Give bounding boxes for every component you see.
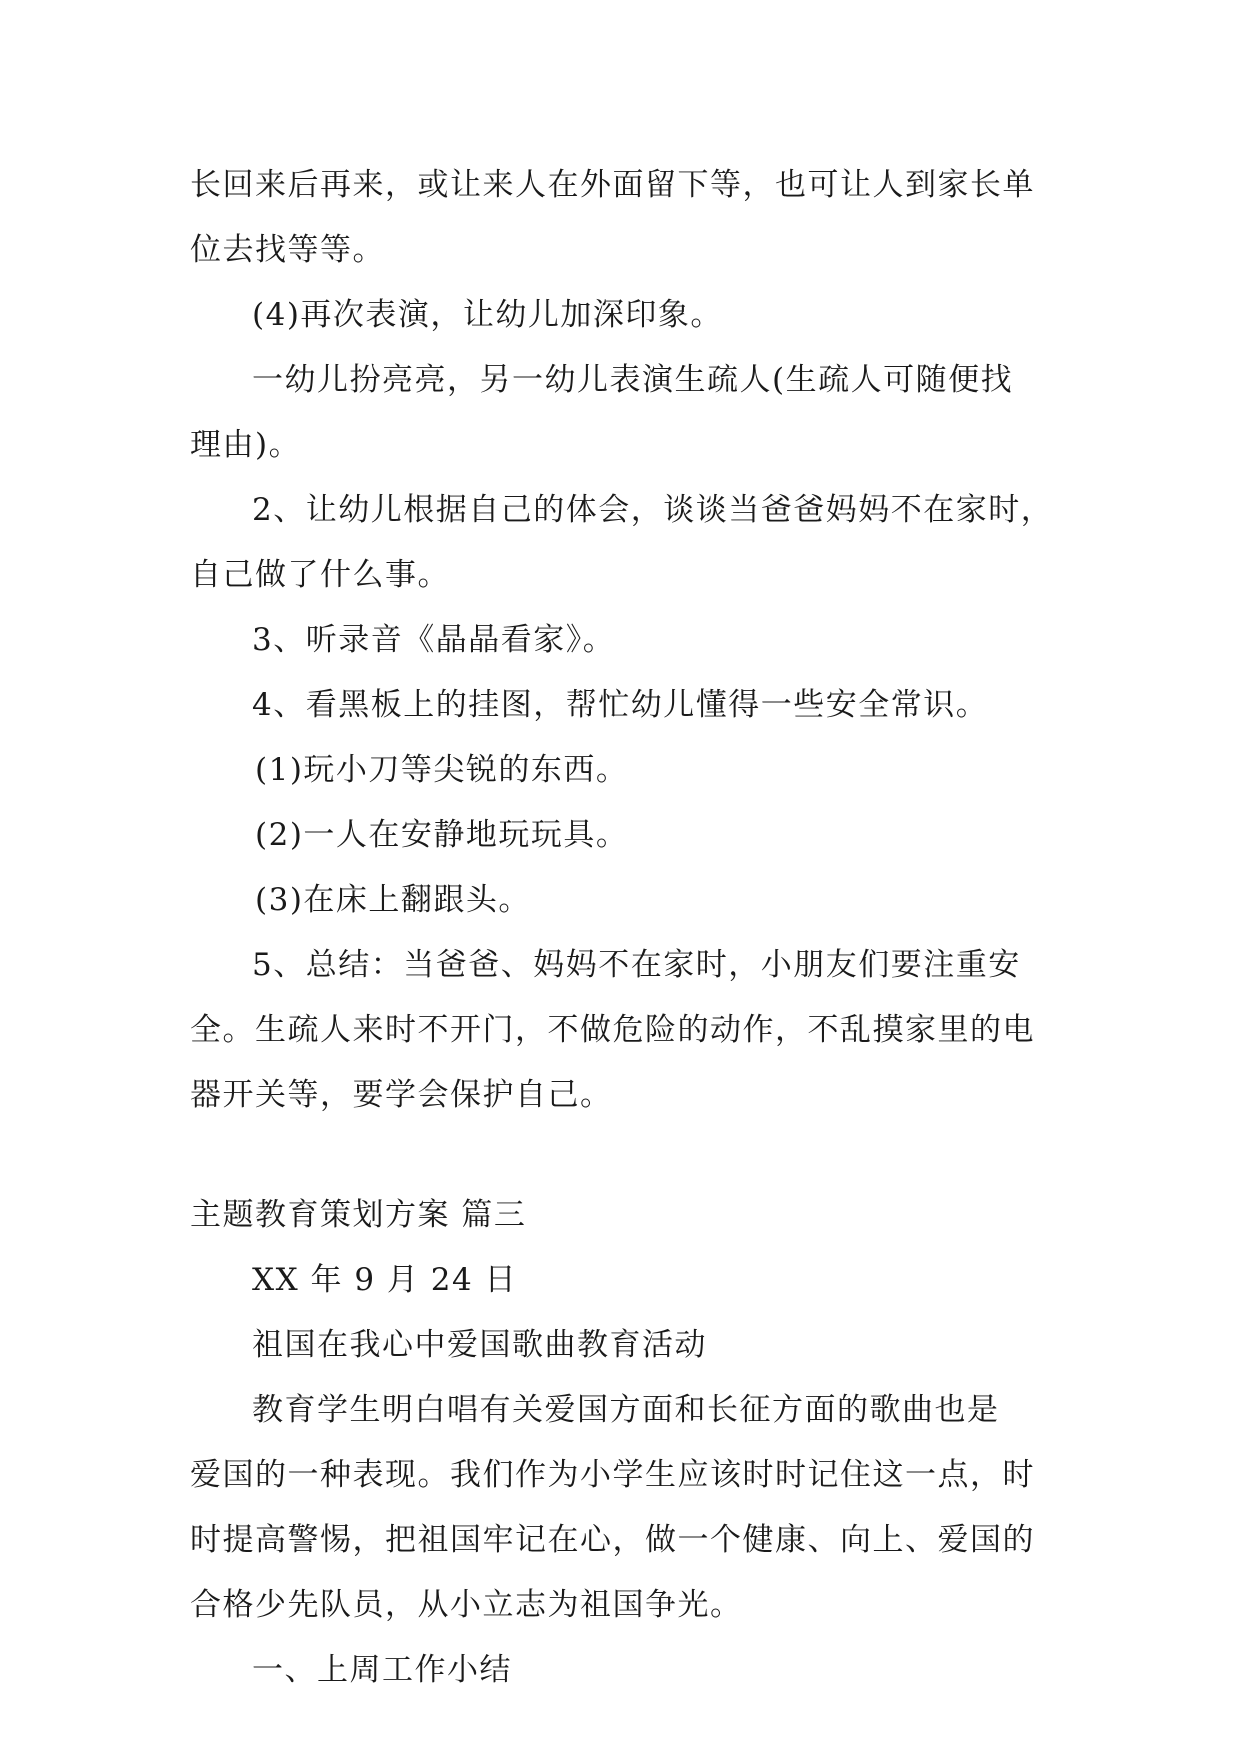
paragraph-line: 自己做了什么事。 <box>190 557 450 593</box>
paragraph-line: 全。生疏人来时不开门，不做危险的动作，不乱摸家里的电 <box>190 1012 1035 1048</box>
paragraph-line: 2、让幼儿根据自己的体会，谈谈当爸爸妈妈不在家时， <box>252 492 1054 528</box>
paragraph-line: 5、总结：当爸爸、妈妈不在家时，小朋友们要注重安 <box>252 947 1021 983</box>
paragraph-line: 位去找等等。 <box>190 232 385 268</box>
paragraph-line: 时提高警惕，把祖国牢记在心，做一个健康、向上、爱国的 <box>190 1522 1035 1558</box>
subsection-heading: 一、上周工作小结 <box>252 1652 512 1688</box>
paragraph-line: (4)再次表演，让幼儿加深印象。 <box>252 297 723 333</box>
paragraph-line: 器开关等，要学会保护自己。 <box>190 1077 613 1113</box>
activity-title: 祖国在我心中爱国歌曲教育活动 <box>252 1327 707 1363</box>
date-line: XX 年 9 月 24 日 <box>252 1262 518 1298</box>
paragraph-line: 合格少先队员，从小立志为祖国争光。 <box>190 1587 743 1623</box>
paragraph-line: 理由)。 <box>190 427 302 463</box>
list-item: (1)玩小刀等尖锐的东西。 <box>255 752 629 788</box>
document-body <box>190 153 1060 1703</box>
list-item: (3)在床上翻跟头。 <box>255 882 531 918</box>
paragraph-line: 长回来后再来，或让来人在外面留下等，也可让人到家长单 <box>190 167 1035 203</box>
paragraph-line: 爱国的一种表现。我们作为小学生应该时时记住这一点，时 <box>190 1457 1035 1493</box>
paragraph-line: 3、听录音《晶晶看家》。 <box>252 622 616 658</box>
paragraph-line: 一幼儿扮亮亮，另一幼儿表演生疏人(生疏人可随便找 <box>252 362 1014 398</box>
paragraph-line: 4、看黑板上的挂图，帮忙幼儿懂得一些安全常识。 <box>252 687 989 723</box>
list-item: (2)一人在安静地玩玩具。 <box>255 817 629 853</box>
paragraph-line: 教育学生明白唱有关爱国方面和长征方面的歌曲也是 <box>252 1392 1000 1428</box>
section-heading: 主题教育策划方案 篇三 <box>190 1197 527 1233</box>
